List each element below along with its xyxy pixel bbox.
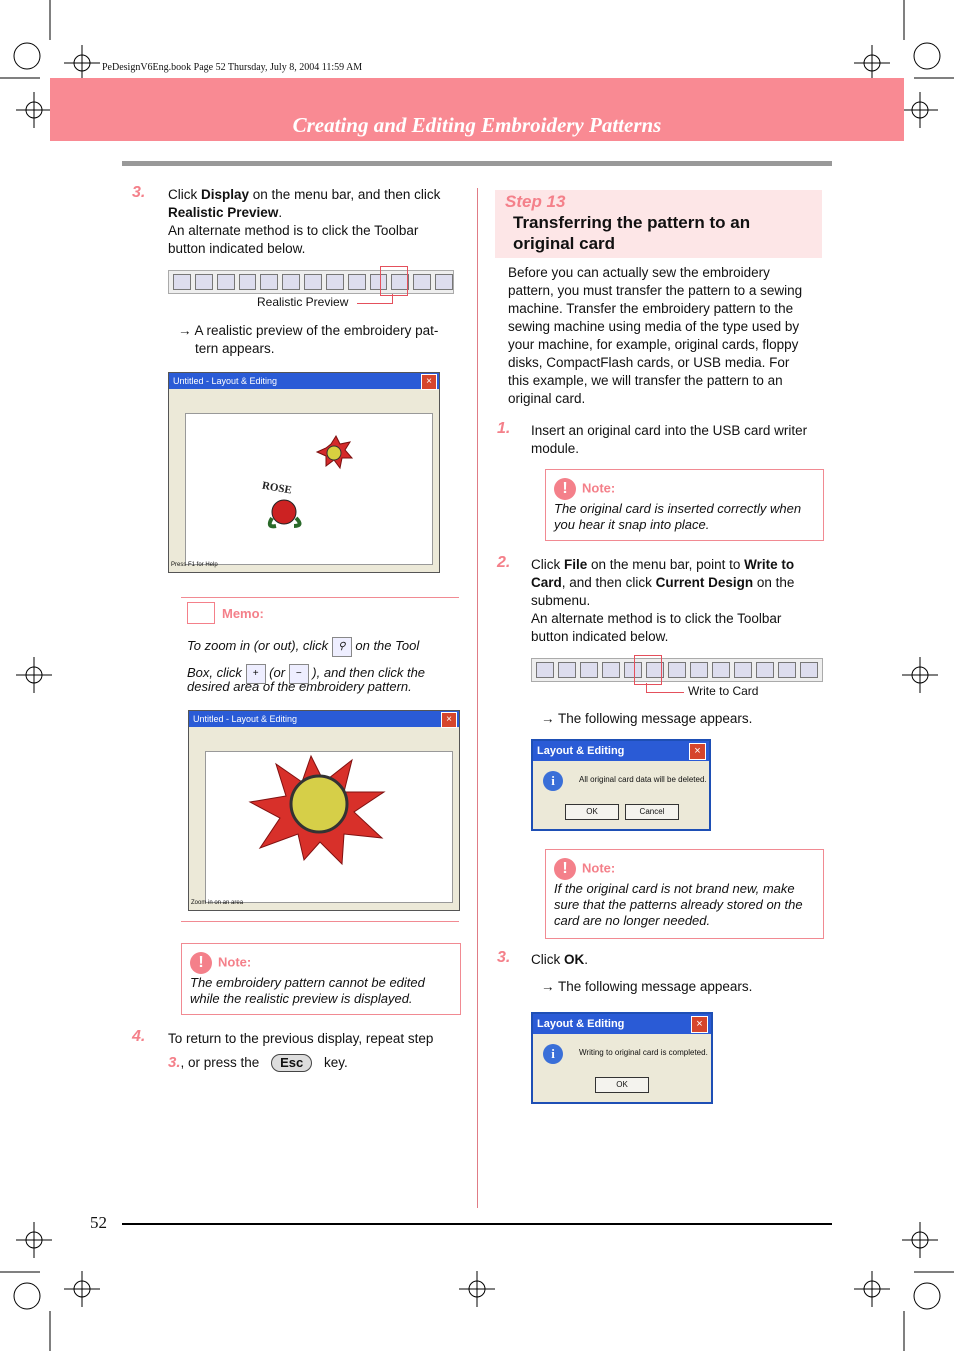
dialog-message: All original card data will be deleted. [579, 775, 707, 784]
ok-button[interactable]: OK [595, 1077, 649, 1093]
highlight-box [380, 266, 408, 296]
close-icon[interactable]: × [421, 374, 437, 390]
header-rule [122, 161, 832, 166]
result-text: → A realistic preview of the embroidery pat- tern appears. [178, 323, 439, 356]
intro-line: machine. Transfer the embroidery pattern to the [508, 301, 794, 316]
app-window-preview [168, 372, 440, 573]
status-bar: Zoom in on an area [191, 900, 244, 906]
step-number: 3. [497, 949, 511, 966]
warning-icon: ! [554, 858, 576, 880]
text-icon[interactable] [217, 274, 235, 290]
note-text: If the original card is not brand new, make sure that the patterns already stored on the card are no longer needed. [554, 881, 803, 928]
esc-key: Esc [271, 1054, 312, 1072]
step-heading-box [495, 190, 822, 258]
warning-icon: ! [190, 952, 212, 974]
header-bar [50, 78, 904, 141]
memo-text-end: desired area of the embroidery pattern. [187, 679, 412, 694]
status-bar: Press F1 for Help [171, 562, 218, 568]
window-icon[interactable] [435, 274, 453, 290]
intro-line: your machine, for example, original cards, floppy [508, 337, 799, 352]
highlight-box [634, 655, 662, 685]
step-number: 2. [497, 554, 511, 571]
page-number: 52 [90, 1213, 107, 1232]
book-icon [187, 602, 215, 624]
memo-rule [181, 597, 459, 598]
header-title: Creating and Editing Embroidery Patterns [292, 113, 662, 137]
info-icon: i [543, 771, 563, 791]
callout-line [646, 692, 684, 693]
file-toolbar [531, 658, 823, 682]
card-icon[interactable] [413, 274, 431, 290]
import-icon[interactable] [580, 662, 598, 678]
note-box [545, 849, 824, 939]
intro-text [508, 264, 828, 408]
zoomed-sun-pattern [206, 752, 452, 902]
footer-rule [122, 1223, 832, 1225]
step-number: 4. [132, 1028, 146, 1045]
step-3-text: Click OK. [531, 952, 589, 967]
zoom-in-icon: + [246, 664, 266, 684]
ok-button[interactable]: OK [565, 804, 619, 820]
confirm-dialog [531, 739, 711, 831]
intro-line: Before you can actually sew the embroidery [508, 265, 770, 280]
refresh-icon[interactable] [800, 662, 818, 678]
design-canvas[interactable] [205, 751, 453, 903]
pattern-icon[interactable] [282, 274, 300, 290]
warning-icon: ! [554, 478, 576, 500]
dialog-title: Layout & Editing [533, 1014, 711, 1034]
undo-icon[interactable] [668, 662, 686, 678]
cancel-button[interactable]: Cancel [625, 804, 679, 820]
callout-line [357, 303, 393, 304]
step-4-text: To return to the previous display, repeat step [168, 1031, 434, 1046]
redo-icon[interactable] [690, 662, 708, 678]
new-file-icon[interactable] [536, 662, 554, 678]
dialog-title: Layout & Editing [533, 741, 709, 761]
note-heading: ! Note: [554, 858, 615, 880]
step-number: 1. [497, 420, 511, 437]
complete-dialog [531, 1012, 713, 1104]
close-icon[interactable]: × [689, 743, 706, 760]
step-4-text-2: 3., or press the Esc key. [168, 1054, 348, 1071]
wand-icon[interactable] [195, 274, 213, 290]
image-icon[interactable] [260, 274, 278, 290]
file-info: PeDesignV6Eng.book Page 52 Thursday, July 8, 2004 11:59 AM [102, 62, 363, 73]
note-box [181, 943, 461, 1015]
export-icon[interactable] [602, 662, 620, 678]
info-icon: i [543, 1044, 563, 1064]
step-2-text: Click File on the menu bar, point to Write to Card, and then click Current Design on the submenu. An alternate method is to click the Toolbar button indicated below. [531, 557, 795, 644]
note-text: The embroidery pattern cannot be edited while the realistic preview is displayed. [190, 975, 425, 1006]
window-title: Untitled - Layout & Editing [169, 373, 439, 389]
column-divider [477, 188, 478, 1208]
step-title: Transferring the pattern to an original card [513, 213, 751, 253]
result-text: → The following message appears. [541, 979, 753, 994]
design-canvas[interactable] [185, 413, 433, 565]
intro-line: disks, CompactFlash cards, or USB media. For [508, 355, 790, 370]
dialog-message: Writing to original card is completed. [579, 1048, 708, 1057]
toolbar-label: Realistic Preview [257, 295, 349, 309]
cut-icon[interactable] [712, 662, 730, 678]
memo-rule-bottom [181, 921, 459, 922]
duplicate-icon[interactable] [778, 662, 796, 678]
note-box [545, 469, 824, 541]
intro-line: sewing machine using media of the type used by [508, 319, 800, 334]
step-label: Step 13 [505, 192, 566, 211]
intro-line: pattern, you must transfer the pattern to a sewing [508, 283, 803, 298]
note-text: The original card is inserted correctly when you hear it snap into place. [554, 501, 802, 532]
display-toolbar [168, 270, 454, 294]
intro-line: original card. [508, 391, 586, 406]
note-heading: ! Note: [190, 952, 251, 974]
memo-heading: Memo: [222, 606, 264, 621]
paste-icon[interactable] [756, 662, 774, 678]
note-heading: ! Note: [554, 478, 615, 500]
step-1-text: Insert an original card into the USB card writer module. [531, 423, 808, 456]
stitch-icon[interactable] [304, 274, 322, 290]
abc-icon[interactable] [239, 274, 257, 290]
copy-icon[interactable] [734, 662, 752, 678]
intro-line: this example, we will transfer the pattern to an [508, 373, 783, 388]
rose-text: ROSE [261, 479, 293, 497]
open-folder-icon[interactable] [558, 662, 576, 678]
step-number: 3. [132, 184, 146, 201]
step-3-text: Click Display on the menu bar, and then click Realistic Preview. An alternate method is to click the Toolbar button indicated below. [168, 187, 441, 256]
toolbar-label: Write to Card [688, 684, 759, 698]
zoom-out-icon: − [289, 664, 309, 684]
close-icon[interactable]: × [691, 1016, 708, 1033]
window-title: Untitled - Layout & Editing [189, 711, 459, 727]
result-text: → The following message appears. [541, 711, 753, 726]
embroidery-preview [186, 414, 432, 564]
app-window-zoomed [188, 710, 460, 911]
thread-icon[interactable] [348, 274, 366, 290]
zoom-icon: ⚲ [332, 637, 352, 657]
memo-text: To zoom in (or out), click ⚲ on the Tool Box, click + (or − ), and then click the [187, 632, 462, 686]
close-icon[interactable]: × [441, 712, 457, 728]
grid-icon[interactable] [326, 274, 344, 290]
refresh-icon[interactable] [173, 274, 191, 290]
